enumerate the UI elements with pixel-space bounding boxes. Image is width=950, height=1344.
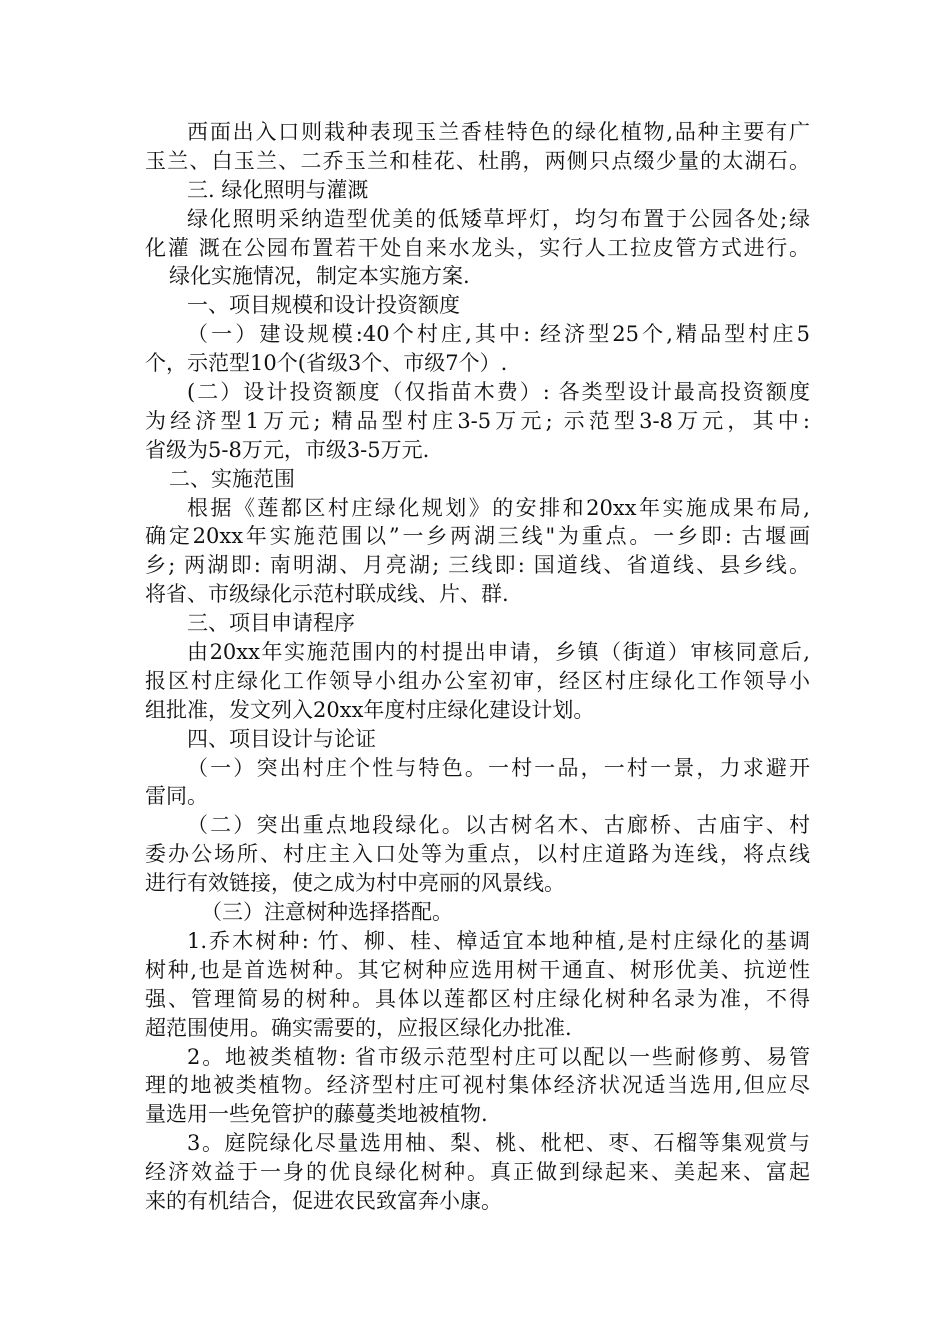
paragraph-line: 个，示范型10个(省级3个、市级7个）. — [145, 351, 508, 376]
subsection-heading: （三）注意树种选择搭配。 — [201, 900, 453, 925]
paragraph-line: 组批准，发文列入20xx年度村庄绿化建设计划。 — [145, 697, 595, 722]
paragraph-line: 根据《莲都区村庄绿化规划》的安排和20xx年实施成果布局, — [187, 495, 810, 520]
paragraph-line: 超范围使用。确实需要的，应报区绿化办批准. — [145, 1015, 572, 1040]
paragraph-line: 树种,也是首选树种。其它树种应选用树干通直、树形优美、抗逆性 — [145, 957, 810, 982]
section-heading: 三. 绿化照明与灌溉 — [187, 177, 369, 202]
paragraph-line: 乡; 两湖即: 南明湖、月亮湖; 三线即: 国道线、省道线、县乡线。 — [145, 553, 810, 578]
paragraph-line: 雷同。 — [145, 784, 208, 809]
section-heading: 三、项目申请程序 — [187, 611, 355, 636]
paragraph-line: 玉兰、白玉兰、二乔玉兰和桂花、杜鹃，两侧只点缀少量的太湖石。 — [145, 148, 810, 173]
paragraph-line: 绿化照明采纳造型优美的低矮草坪灯，均匀布置于公园各处;绿 — [187, 206, 810, 231]
paragraph-line: (二）设计投资额度（仅指苗木费）: 各类型设计最高投资额度 — [187, 380, 810, 405]
paragraph-line: 进行有效链接，使之成为村中亮丽的风景线。 — [145, 871, 565, 896]
paragraph-line: 由20xx年实施范围内的村提出申请，乡镇（街道）审核同意后, — [187, 640, 810, 665]
section-heading: 二、实施范围 — [169, 466, 295, 491]
paragraph-line: 理的地被类植物。经济型村庄可视村集体经济状况适当选用,但应尽 — [145, 1073, 810, 1098]
paragraph-line: 量选用一些免管护的藤蔓类地被植物. — [145, 1102, 488, 1127]
paragraph-line: 化灌 溉在公园布置若干处自来水龙头，实行人工拉皮管方式进行。 — [145, 235, 810, 260]
paragraph-line: 委办公场所、村庄主入口处等为重点，以村庄道路为连线，将点线 — [145, 842, 810, 867]
paragraph-line: 来的有机结合，促进农民致富奔小康。 — [145, 1188, 502, 1213]
section-heading: 一、项目规模和设计投资额度 — [187, 293, 460, 318]
paragraph-line: 为经济型1万元; 精品型村庄3-5万元; 示范型3-8万元，其中: — [145, 408, 810, 433]
paragraph-line: （一）建设规模:40个村庄,其中: 经济型25个,精品型村庄5 — [187, 322, 810, 347]
paragraph-line: 2。地被类植物: 省市级示范型村庄可以配以一些耐修剪、易管 — [187, 1044, 810, 1069]
paragraph-line: 报区村庄绿化工作领导小组办公室初审，经区村庄绿化工作领导小 — [145, 668, 810, 693]
paragraph-line: （一）突出村庄个性与特色。一村一品，一村一景，力求避开 — [187, 755, 810, 780]
document-body — [145, 118, 810, 1216]
paragraph-line: 将省、市级绿化示范村联成线、片、群. — [145, 582, 509, 607]
paragraph-line: 经济效益于一身的优良绿化树种。真正做到绿起来、美起来、富起 — [145, 1160, 810, 1185]
paragraph-line: 强、管理简易的树种。具体以莲都区村庄绿化树种名录为准，不得 — [145, 986, 810, 1011]
paragraph-line: （二）突出重点地段绿化。以古树名木、古廊桥、古庙宇、村 — [187, 813, 810, 838]
paragraph-line: 省级为5-8万元，市级3-5万元. — [145, 437, 430, 462]
paragraph-line: 西面出入口则栽种表现玉兰香桂特色的绿化植物,品种主要有广 — [187, 120, 810, 144]
paragraph-line: 确定20xx年实施范围以”一乡两湖三线"为重点。一乡即: 古堰画 — [145, 524, 810, 549]
paragraph-line: 3。庭院绿化尽量选用柚、梨、桃、枇杷、枣、石榴等集观赏与 — [187, 1131, 810, 1156]
paragraph-line: 绿化实施情况，制定本实施方案. — [169, 264, 470, 289]
paragraph-line: 1.乔木树种: 竹、柳、桂、樟适宜本地种植,是村庄绿化的基调 — [187, 928, 810, 953]
section-heading: 四、项目设计与论证 — [187, 726, 376, 751]
